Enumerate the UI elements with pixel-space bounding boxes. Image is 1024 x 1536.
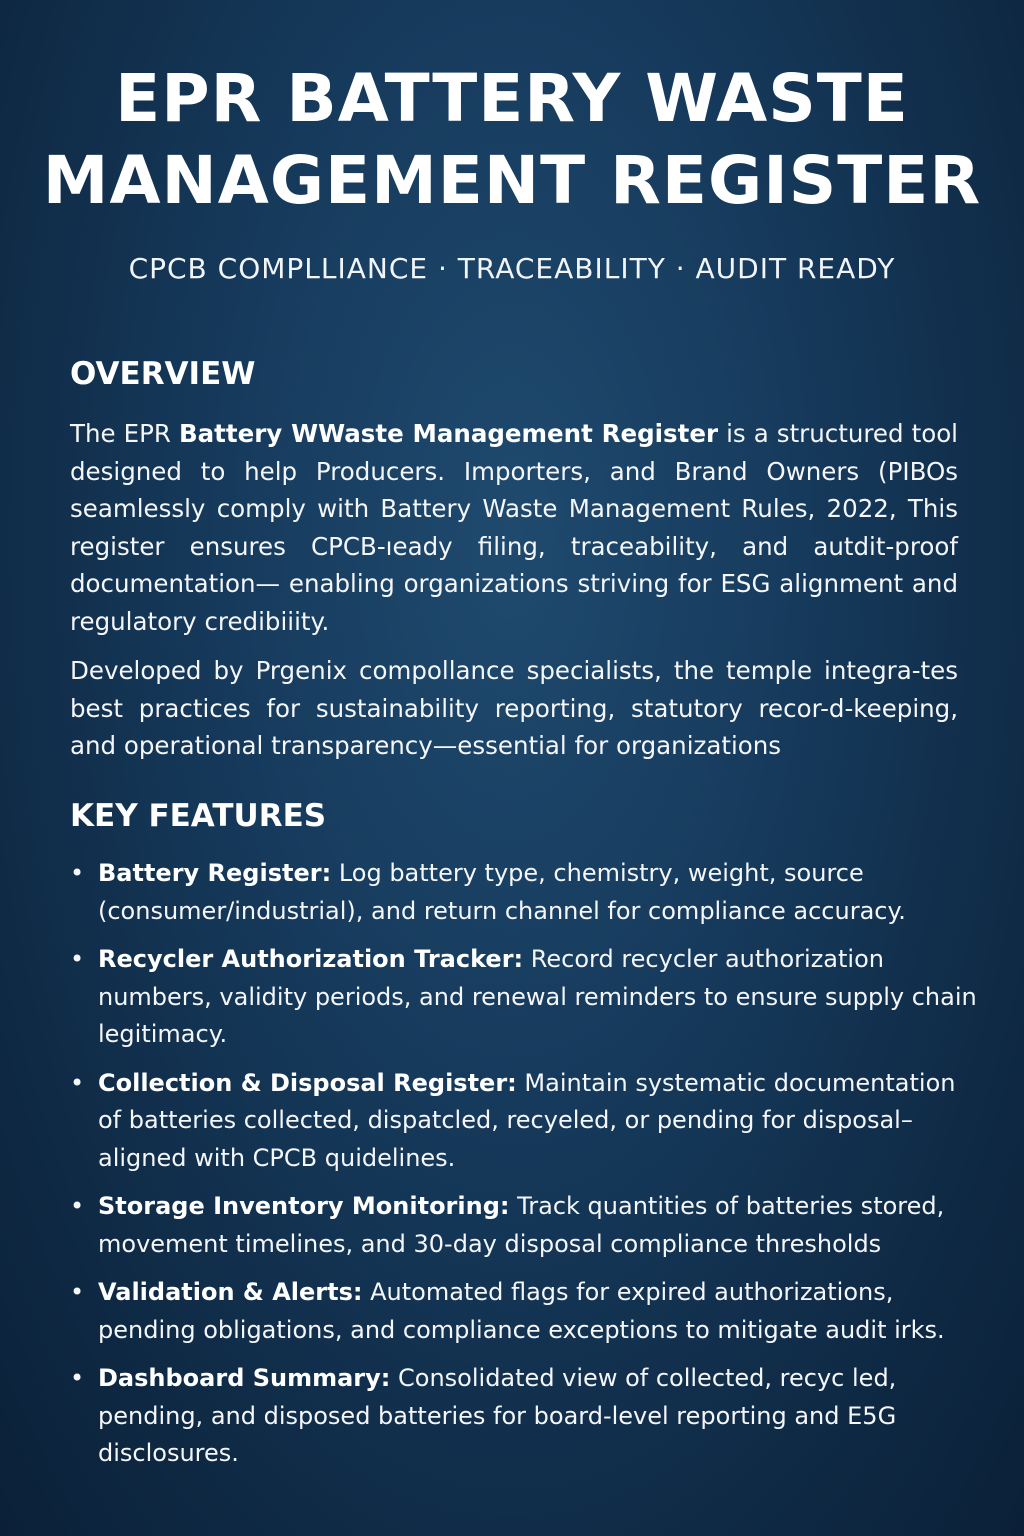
feature-item-validation-alerts (70, 1274, 980, 1349)
feature-item-battery-register (70, 855, 980, 930)
title-line-1: EPR BATTERY WASTE (115, 60, 909, 137)
feature-item-dashboard-summary (70, 1360, 980, 1473)
bullet-icon: • (70, 1192, 85, 1220)
bullet-icon: • (70, 1364, 85, 1392)
feature-name: Battery Register: (98, 859, 332, 887)
overview-para1-bold: Battery WWaste Management Register (178, 419, 719, 448)
overview-heading: OVERVIEW (70, 356, 256, 392)
page-title (0, 58, 1024, 222)
feature-item-collection-disposal-register (70, 1065, 980, 1178)
key-features-list (70, 855, 980, 1484)
feature-item-recycler-authorization-tracker (70, 941, 980, 1054)
feature-name: Storage Inventory Monitoring: (98, 1192, 510, 1220)
feature-text: Track quantities of batteries stored, movement timelines, and 30-day disposal compliance thresholds (98, 1192, 945, 1258)
feature-item-storage-inventory-monitoring (70, 1188, 980, 1263)
bullet-icon: • (70, 859, 85, 887)
bullet-icon: • (70, 1068, 85, 1097)
overview-para1-prefix: The EPR (70, 419, 179, 448)
bullet-icon: • (70, 1278, 85, 1306)
feature-name: Validation & Alerts: (98, 1278, 363, 1306)
feature-text: Automated flags for expired authorizations, pending obligations, and compliance exceptions to mitigate audit irks. (98, 1278, 945, 1344)
title-line-2: MANAGEMENT REGISTER (42, 142, 982, 219)
bullet-icon: • (70, 945, 85, 973)
overview-paragraph-1 (70, 415, 958, 640)
page-subtitle: CPCB COMPLLIANCE · TRACEABILITY · AUDIT READY (128, 252, 896, 285)
feature-name: Recycler Authorization Tracker: (98, 945, 524, 973)
overview-paragraph-2: Developed by Prgenix compollance specialists, the temple integra-tes best practices for sustainability reporting, statutory recor-d-keeping, and operational transparency—essential for organizations (70, 656, 958, 760)
feature-text: Consolidated view of collected, recyc led, pending, and disposed batteries for board-level reporting and E5G disclosures. (98, 1364, 897, 1467)
overview-para1-suffix: is a structured tool designed to help Producers. Importers, and Brand Owners (PIBOs seamlessly comply with Battery Waste Management Rules, 2022, This register ensures CPCB-ıeady filing, traceability, and autdit-proof documentation— enabling organizations striving for ESG alignment and regulatory credibiiity. (70, 419, 958, 636)
feature-text: Record recycler authorization numbers, validity periods, and renewal reminders to ensure supply chain legitimacy. (98, 945, 977, 1048)
feature-name: Dashboard Summary: (98, 1364, 391, 1392)
feature-text: Log battery type, chemistry, weight, source (consumer/industrial), and return channel for compliance accuracy. (98, 859, 906, 925)
key-features-heading: KEY FEATURES (70, 798, 327, 834)
feature-text: Maintain systematic documentation of batteries collected, dispatcled, recyeled, or pending for disposal– aligned with CPCB quidelines. (98, 1068, 956, 1172)
feature-name: Collection & Disposal Register: (98, 1068, 517, 1097)
